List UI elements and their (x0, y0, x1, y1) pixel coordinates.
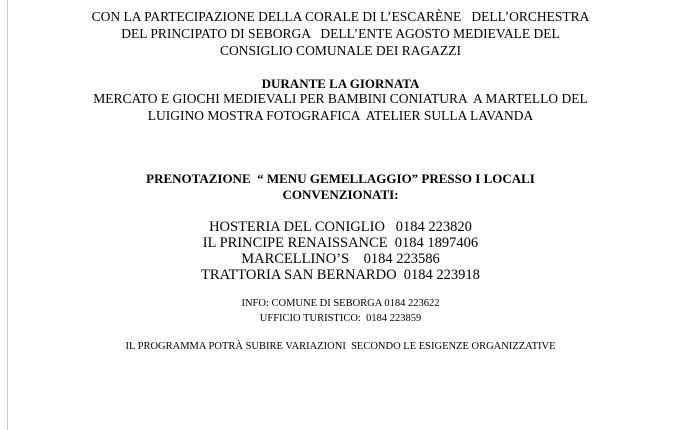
venue-il-principe-renaissance: IL PRINCIPE RENAISSANCE 0184 1897406 (202, 235, 479, 251)
day-section-line-2: LUIGINO MOSTRA FOTOGRAFICA ATELIER SULLA LAVANDA (147, 108, 534, 123)
booking-heading-line-2: CONVENZIONATI: (282, 187, 399, 202)
intro-line-1: CON LA PARTECIPAZIONE DELLA CORALE DI L’ESCARÈNE DELL’ORCHESTRA (91, 9, 590, 24)
info-line-2: UFFICIO TURISTICO: 0184 223859 (259, 313, 422, 324)
booking-heading-line-1: PRENOTAZIONE “ MENU GEMELLAGGIO” PRESSO I LOCALI (146, 171, 535, 186)
info-line-1: INFO: COMUNE DI SEBORGA 0184 223622 (241, 298, 440, 309)
venue-trattoria-san-bernardo: TRATTORIA SAN BERNARDO 0184 223918 (201, 267, 480, 283)
day-section-line-1: MERCATO E GIOCHI MEDIEVALI PER BAMBINI CONIATURA A MARTELLO DEL (93, 91, 588, 106)
venue-hosteria-del-coniglio: HOSTERIA DEL CONIGLIO 0184 223820 (209, 219, 472, 235)
day-section-heading: DURANTE LA GIORNATA (261, 76, 420, 91)
venue-marcellinos: MARCELLINO’S 0184 223586 (241, 251, 440, 267)
intro-line-2: DEL PRINCIPATO DI SEBORGA DELL’ENTE AGOSTO MEDIEVALE DEL (121, 26, 560, 41)
intro-line-3: CONSIGLIO COMUNALE DEI RAGAZZI (219, 43, 462, 58)
program-change-notice: IL PROGRAMMA POTRÀ SUBIRE VARIAZIONI SECONDO LE ESIGENZE ORGANIZZATIVE (125, 341, 556, 352)
